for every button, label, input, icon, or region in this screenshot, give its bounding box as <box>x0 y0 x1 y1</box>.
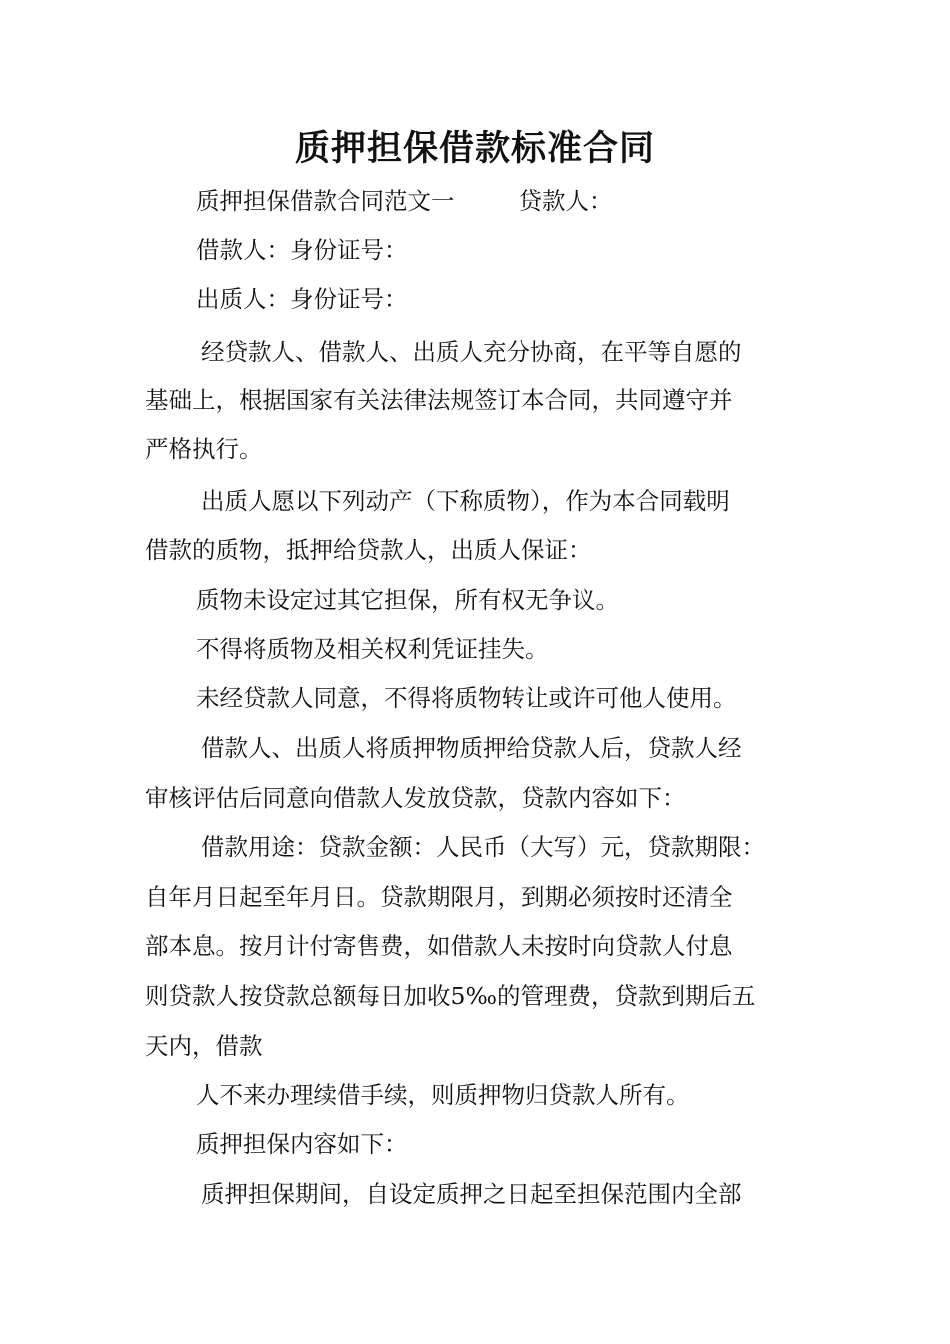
paragraph-pledge-line-2: 借款的质物，抵押给贷款人，出质人保证： <box>145 536 592 564</box>
paragraph-terms-line-2: 自年月日起至年月日。贷款期限月，到期必须按时还清全 <box>145 883 733 911</box>
lender-label: 贷款人： <box>518 187 613 215</box>
document-title: 质押担保借款标准合同 <box>294 129 655 169</box>
guarantee-item-1: 质物未设定过其它担保，所有权无争议。 <box>196 586 619 614</box>
paragraph-terms-line-4: 则贷款人按贷款总额每日加收5‰的管理费，贷款到期后五 <box>145 982 756 1010</box>
paragraph-intro-line-2: 基础上，根据国家有关法律法规签订本合同，共同遵守并 <box>145 386 733 414</box>
paragraph-intro-line-3: 严格执行。 <box>145 435 263 463</box>
paragraph-renewal-line: 人不来办理续借手续，则质押物归贷款人所有。 <box>196 1081 690 1109</box>
paragraph-pledge-period-line-1: 质押担保期间，自设定质押之日起至担保范围内全部 <box>201 1180 742 1208</box>
contract-header-line <box>196 185 613 217</box>
paragraph-loan-line-1: 借款人、出质人将质押物质押给贷款人后，贷款人经 <box>201 734 742 762</box>
paragraph-intro-line-1: 经贷款人、借款人、出质人充分协商，在平等自愿的 <box>201 338 742 366</box>
pledge-content-heading: 质押担保内容如下： <box>196 1130 408 1158</box>
paragraph-pledge-line-1: 出质人愿以下列动产（下称质物），作为本合同载明 <box>201 487 730 515</box>
guarantee-item-3: 未经贷款人同意，不得将质物转让或许可他人使用。 <box>196 684 737 712</box>
paragraph-terms-line-3: 部本息。按月计付寄售费，如借款人未按时向贷款人付息 <box>145 932 733 960</box>
contract-template-label: 质押担保借款合同范文一 <box>196 187 455 215</box>
paragraph-terms-line-1: 借款用途：贷款金额：人民币（大写）元，贷款期限： <box>201 833 765 861</box>
borrower-id-line: 借款人：身份证号： <box>196 236 408 264</box>
paragraph-terms-line-5: 天内，借款 <box>145 1032 263 1060</box>
paragraph-loan-line-2: 审核评估后同意向借款人发放贷款，贷款内容如下： <box>145 784 686 812</box>
pledger-id-line: 出质人：身份证号： <box>196 285 408 313</box>
guarantee-item-2: 不得将质物及相关权利凭证挂失。 <box>196 635 549 663</box>
